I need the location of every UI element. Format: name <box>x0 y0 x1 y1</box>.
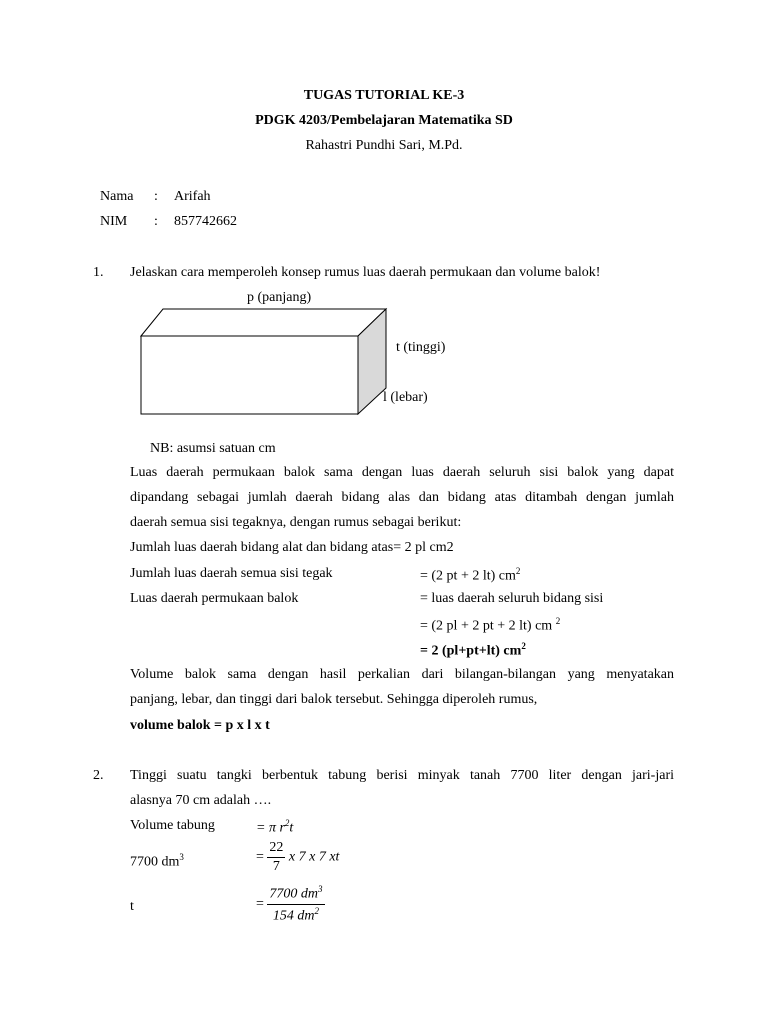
q1-para1-line3: daerah semua sisi tegaknya, dengan rumus sebagai berikut: <box>130 515 462 530</box>
q2-row1-value: = π $r^2t$ <box>256 818 294 836</box>
diagram-p-label: p (panjang) <box>247 290 312 305</box>
formula-line-2-value: = (2 pt + 2 lt) $cm^2$ <box>420 566 521 584</box>
q2-number: 2. <box>93 768 104 783</box>
course-title: PDGK 4203/Pembelajaran Matematika SD <box>255 113 513 128</box>
q2-row2-value: = $\frac{22}{7}$ x 7 x 7 xt <box>256 840 340 874</box>
formula-line-1: Jumlah luas daerah bidang alat dan bidang atas= 2 pl cm2 <box>130 540 454 555</box>
cuboid-top-face <box>141 309 386 336</box>
q2-question-line2: alasnya 70 cm adalah …. <box>130 793 272 808</box>
q2-row1-label: Volume tabung <box>130 818 215 833</box>
volume-formula: volume balok = p x l x t <box>130 718 270 733</box>
q1-number: 1. <box>93 265 104 280</box>
cuboid-front-face <box>141 336 358 414</box>
name-value: Arifah <box>174 189 211 204</box>
diagram-t-label: t (tinggi) <box>396 340 446 355</box>
formula-line-4-value: = (2 pl + 2 pt + 2 lt) cm $^2$ <box>420 616 561 634</box>
name-separator: : <box>154 189 158 204</box>
q1-para1-line2: dipandang sebagai jumlah daerah bidang alas dan bidang atas ditambah dengan jumlah <box>130 490 674 505</box>
document-title: TUGAS TUTORIAL KE-3 <box>303 88 465 103</box>
q2-row3-value: = $\frac{7700 dm^3}{154 dm^2}$ <box>256 884 323 924</box>
formula-line-5-value: = 2 (pl+pt+lt) $cm^2$ <box>420 641 526 659</box>
q2-row2-label: 7700 $dm^3$ <box>130 852 184 870</box>
q1-question: Jelaskan cara memperoleh konsep rumus luas daerah permukaan dan volume balok! <box>130 265 601 280</box>
lecturer-name: Rahastri Pundhi Sari, M.Pd. <box>305 138 463 153</box>
q1-para2-line1: Volume balok sama dengan hasil perkalian dari bilangan-bilangan yang menyatakan <box>130 667 674 682</box>
q1-para2-line2: panjang, lebar, dan tinggi dari balok tersebut. Sehingga diperoleh rumus, <box>130 692 538 707</box>
formula-line-3-label: Luas daerah permukaan balok <box>130 591 299 606</box>
cuboid-diagram <box>135 306 395 416</box>
q1-note: NB: asumsi satuan cm <box>150 441 276 456</box>
formula-line-2-label: Jumlah luas daerah semua sisi tegak <box>130 566 333 581</box>
nim-value: 857742662 <box>174 214 237 229</box>
q2-row3-fraction: $\frac{7700 dm^3}{154 dm^2}$ <box>269 884 323 924</box>
diagram-l-label: l (lebar) <box>383 390 428 405</box>
nim-separator: : <box>154 214 158 229</box>
q1-para1-line1: Luas daerah permukaan balok sama dengan luas daerah seluruh sisi balok yang dapat <box>130 465 674 480</box>
q2-question-line1: Tinggi suatu tangki berbentuk tabung berisi minyak tanah 7700 liter dengan jari-jari <box>130 768 674 783</box>
nim-label: NIM <box>100 214 128 229</box>
q2-row2-fraction: $\frac{22}{7}$ <box>269 840 284 874</box>
q2-row3-label: t <box>130 899 134 914</box>
name-label: Nama <box>100 189 134 204</box>
formula-line-3-value: = luas daerah seluruh bidang sisi <box>420 591 604 606</box>
